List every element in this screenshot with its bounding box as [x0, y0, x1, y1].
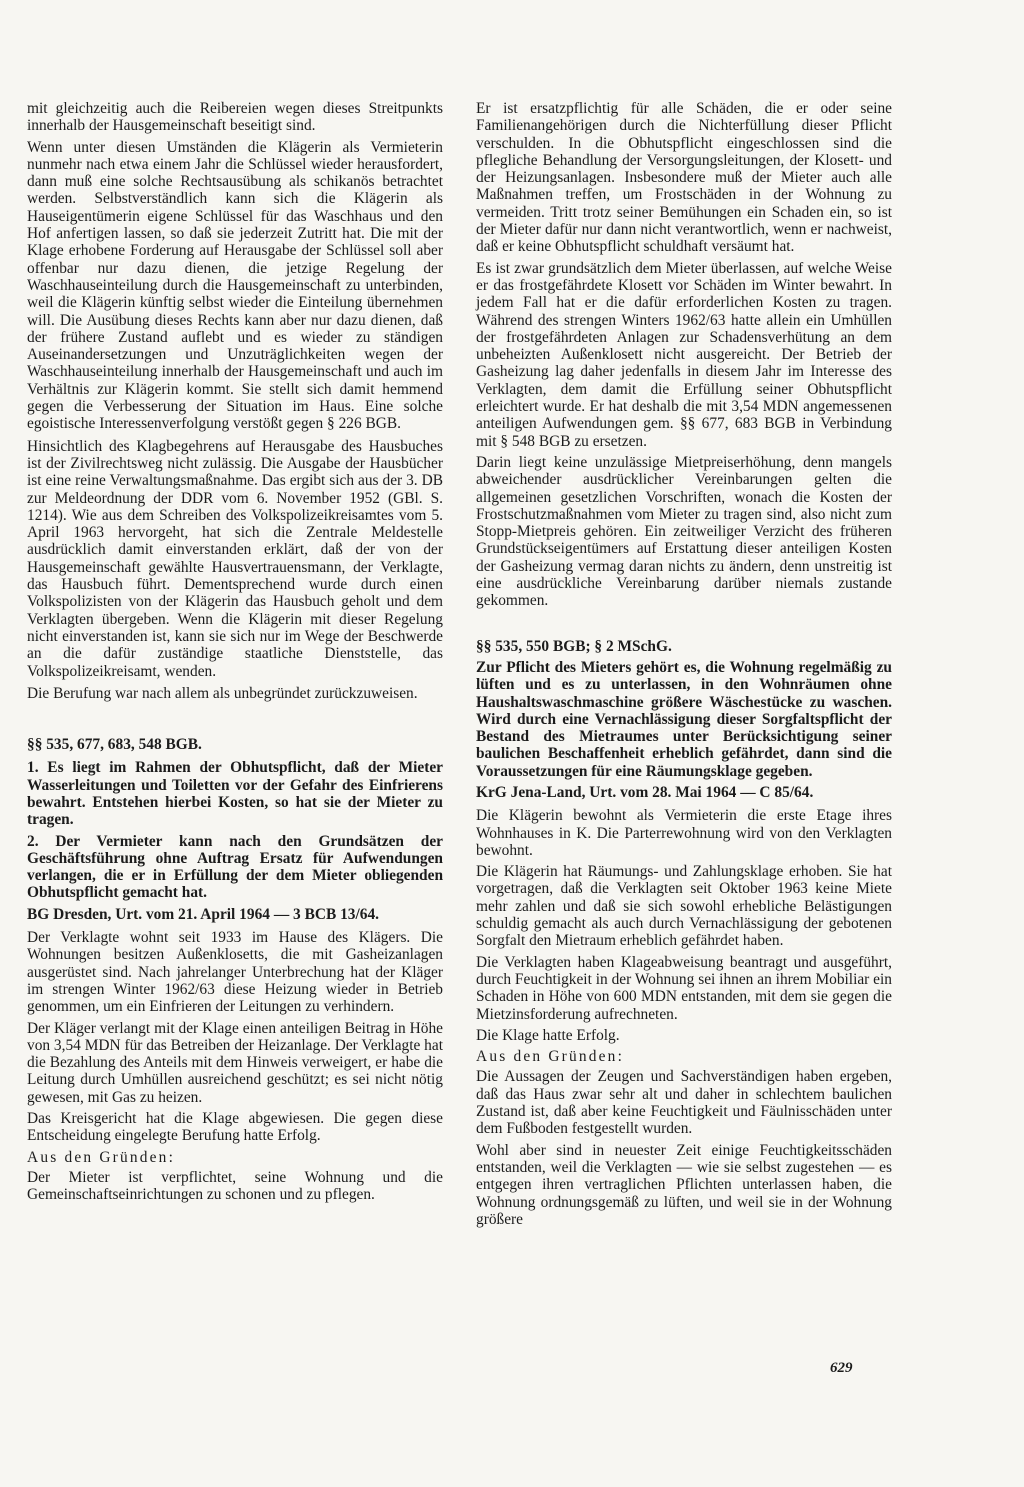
citation-heading: §§ 535, 677, 683, 548 BGB.: [27, 736, 202, 754]
reasons-heading: Aus den Gründen:: [27, 1148, 176, 1166]
paragraph: Der Verklagte wohnt seit 1933 im Hause des Klägers. Die Wohnungen besitzen Außenklosetts, die mit Gasheizanlagen ausgerüstet sind. Nach jahrelanger Unterbrechung hat der Kläger im strengen Winter 1962/63 diese Heizung wieder in Betrieb genommen, um ein Einfrieren der Leitungen zu verhindern.: [27, 929, 443, 1016]
paragraph: Die Verklagten haben Klageabweisung beantragt und ausgeführt, durch Feuchtigkeit in der Wohnung sei ihnen an ihrem Mobiliar ein Schaden in Höhe von 600 MDN entstanden, mit dem sie gegen die Mietzinsforderung aufrechneten.: [476, 953, 892, 1023]
paragraph: Der Kläger verlangt mit der Klage einen anteiligen Beitrag in Höhe von 3,54 MDN für das Betreiben der Heizanlage. Der Verklagte hat die Bezahlung des Anteils mit dem Hinweis verweigert, er habe die Leitung durch Umhüllen ausreichend geschützt; es sei nicht nötig gewesen, mit Gas zu heizen.: [27, 1019, 443, 1106]
paragraph: mit gleichzeitig auch die Reibereien wegen dieses Streitpunkts innerhalb der Hausgemeinschaft beseitigt sind.: [27, 100, 443, 135]
paragraph: Wohl aber sind in neuester Zeit einige Feuchtigkeitsschäden entstanden, weil die Verklagten — wie sie selbst zugestehen — es entgegen ihren vertraglichen Pflichten unterlassen haben, die Wohnung ordnungsgemäß zu lüften, und weil sie in der Wohnung größere: [476, 1141, 892, 1228]
paragraph: Die Klage hatte Erfolg.: [476, 1026, 620, 1044]
headnote-paragraph: 1. Es liegt im Rahmen der Obhutspflicht, daß der Mieter Wasserleitungen und Toiletten vor der Gefahr des Einfrierens bewahrt. Entstehen hierbei Kosten, so hat sie der Mieter zu tragen.: [27, 759, 443, 829]
citation-heading: KrG Jena-Land, Urt. vom 28. Mai 1964 — C 85/64.: [476, 783, 814, 801]
headnote-paragraph: 2. Der Vermieter kann nach den Grundsätzen der Geschäftsführung ohne Auftrag Ersatz für Aufwendungen verlangen, die er in Erfüllung der dem Mieter obliegenden Obhutspflicht gemacht hat.: [27, 832, 443, 902]
paragraph: Es ist zwar grundsätzlich dem Mieter überlassen, auf welche Weise er das frostgefährdete Klosett vor Schäden im Winter bewahrt. In jedem Fall hat er die dafür erforderlichen Kosten zu tragen. Während des strengen Winters 1962/63 hatte allein ein Umhüllen der frostgefährdeten Anlagen zur Schadensverhütung an dem unbeheizten Außenklosett nicht ausgereicht. Der Betrieb der Gasheizung lag daher jedenfalls in diesem Jahr im Interesse des Verklagten, dem damit die Erfüllung seiner Obhutspflicht erleichtert wurde. Er hat deshalb die mit 3,54 MDN angemessenen anteiligen Aufwendungen gem. §§ 677, 683 BGB in Verbindung mit § 548 BGB zu ersetzen.: [476, 259, 892, 450]
left-column: [27, 100, 443, 1204]
paragraph: Der Mieter ist verpflichtet, seine Wohnung und die Gemeinschaftseinrichtungen zu schonen und zu pflegen.: [27, 1168, 443, 1204]
citation-heading: §§ 535, 550 BGB; § 2 MSchG.: [476, 637, 672, 655]
paragraph: Wenn unter diesen Umständen die Klägerin als Vermieterin nunmehr nach etwa einem Jahr die Schlüssel wieder herausfordert, dann muß eine solche Rechtsausübung als schikanös betrachtet werden. Selbstverständlich kann sich die Klägerin als Hauseigentümerin eigene Schlüssel für das Waschhaus und den Hof anfertigen lassen, so daß sie jederzeit Zutritt hat. Die mit der Klage erhobene Forderung auf Herausgabe der Schlüssel soll aber offenbar nur dazu dienen, die jetzige Regelung der Waschhauseinteilung durch die Hausgemeinschaft zu unterbinden, weil die Klägerin künftig selbst wieder die Einteilung übernehmen will. Die Ausübung dieses Rechts kann aber nur dazu dienen, daß der frühere Zustand auflebt und es wieder zu ständigen Auseinandersetzungen und Unzuträglichkeiten wegen der Waschhauseinteilung innerhalb der Hausgemeinschaft und auch im Verhältnis zur Klägerin kommt. Sie stellt sich damit hemmend gegen die Verbesserung der Situation im Haus. Eine solche egoistische Interessenverfolgung verstößt gegen § 226 BGB.: [27, 138, 443, 433]
paragraph: Hinsichtlich des Klagbegehrens auf Herausgabe des Hausbuches ist der Zivilrechtsweg nicht zulässig. Die Ausgabe der Hausbücher ist eine reine Verwaltungsmaßnahme. Das ergibt sich aus der 3. DB zur Meldeordnung der DDR vom 6. November 1952 (GBl. S. 1214). Wie aus dem Schreiben des Volkspolizeikreisamtes vom 5. April 1963 hervorgeht, hat sich die Zentrale Meldestelle ausdrücklich damit einverstanden erklärt, daß der von der Hausgemeinschaft gewählte Hausvertrauensmann, der Verklagte, das Hausbuch führt. Dementsprechend wurde durch einen Volkspolizisten von der Klägerin das Hausbuch geholt und dem Verklagten übergeben. Wenn die Klägerin mit dieser Regelung nicht einverstanden ist, kann sie sich nur im Wege der Beschwerde an die dafür zuständige staatliche Dienststelle, das Volkspolizeikreisamt, wenden.: [27, 437, 443, 680]
page-number: 629: [830, 1360, 853, 1376]
right-column: [476, 100, 892, 1228]
paragraph: Die Klägerin hat Räumungs- und Zahlungsklage erhoben. Sie hat vorgetragen, daß die Verklagten seit Oktober 1963 keine Miete mehr zahlen und daß sie sich sowohl erhebliche Belästigungen schuldig gemacht als auch durch Vernachlässigung der gebotenen Sorgfalt den Mietraum erheblich gefährdet haben.: [476, 863, 892, 950]
paragraph: Er ist ersatzpflichtig für alle Schäden, die er oder seine Familienangehörigen durch die Nichterfüllung dieser Pflicht verschulden. In die Obhutspflicht eingeschlossen sind die pflegliche Behandlung der Versorgungsleitungen, der Klosett- und der Heizungsanlagen. Insbesondere muß der Mieter auch alle Maßnahmen treffen, um Frostschäden in der Wohnung zu vermeiden. Tritt trotz seiner Bemühungen ein Schaden ein, so ist der Mieter dafür nur dann nicht verantwortlich, wenn er nachweist, daß er keine Obhutspflicht schuldhaft versäumt hat.: [476, 100, 892, 256]
paragraph: Darin liegt keine unzulässige Mietpreiserhöhung, denn mangels abweichender ausdrücklicher Vereinbarungen gelten die allgemeinen gesetzlichen Vorschriften, wonach die Kosten der Frostschutzmaßnahmen vom Mieter zu tragen sind, also nicht zum Stopp-Mietpreis gehören. Ein zeitweiliger Verzicht des früheren Grundstückseigentümers auf Erstattung dieser anteiligen Kosten der Gasheizung vermag daran nichts zu ändern, denn unstreitig ist eine ausdrückliche Vereinbarung darüber niemals zustande gekommen.: [476, 453, 892, 610]
reasons-heading: Aus den Gründen:: [476, 1048, 625, 1066]
paragraph: Die Klägerin bewohnt als Vermieterin die erste Etage ihres Wohnhauses in K. Die Parterrewohnung wird von den Verklagten bewohnt.: [476, 807, 892, 859]
paragraph: Die Berufung war nach allem als unbegründet zurückzuweisen.: [27, 684, 418, 702]
citation-heading: BG Dresden, Urt. vom 21. April 1964 — 3 BCB 13/64.: [27, 905, 379, 923]
headnote-paragraph: Zur Pflicht des Mieters gehört es, die Wohnung regelmäßig zu lüften und es zu unterlassen, in den Wohnräumen ohne Haushaltswaschmaschine größere Wäschestücke zu waschen. Wird durch eine Vernachlässigung dieser Sorgfaltspflicht der Bestand des Mietraumes unter Berücksichtigung seiner baulichen Beschaffenheit erheblich gefährdet, dann sind die Voraussetzungen für eine Räumungsklage gegeben.: [476, 658, 892, 780]
paragraph: Die Aussagen der Zeugen und Sachverständigen haben ergeben, daß das Haus zwar sehr alt und daher in schlechtem baulichen Zustand ist, daß aber keine Feuchtigkeit und Fäulnisschäden unter dem Fußboden festgestellt wurden.: [476, 1068, 892, 1138]
paragraph: Das Kreisgericht hat die Klage abgewiesen. Die gegen diese Entscheidung eingelegte Berufung hatte Erfolg.: [27, 1110, 443, 1145]
